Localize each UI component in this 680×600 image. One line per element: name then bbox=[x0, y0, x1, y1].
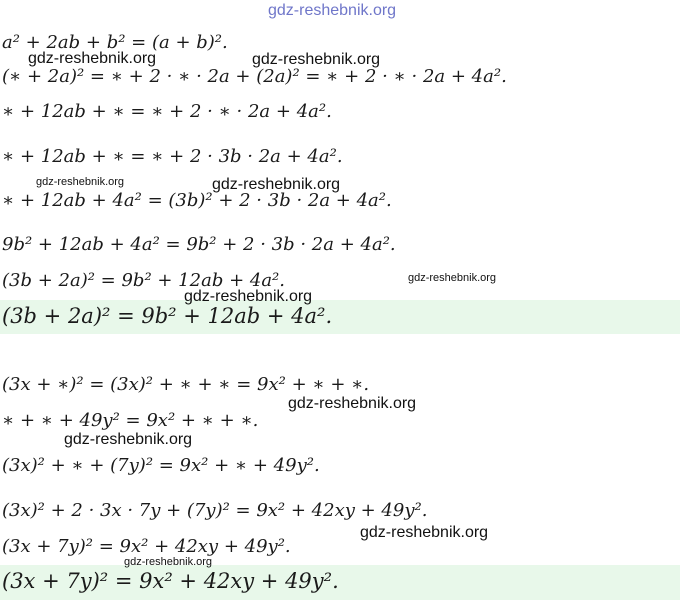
watermark: gdz-reshebnik.org bbox=[288, 395, 417, 412]
answer-line-1: (3b + 2a)² = 9b² + 12ab + 4a². bbox=[2, 304, 333, 328]
watermark: gdz-reshebnik.org bbox=[252, 51, 381, 68]
formula-line-8: (3x + ∗)² = (3x)² + ∗ + ∗ = 9x² + ∗ + ∗. bbox=[2, 374, 370, 395]
formula-line-12: (3x + 7y)² = 9x² + 42xy + 49y². bbox=[2, 536, 291, 557]
formula-line-4: ∗ + 12ab + ∗ = ∗ + 2 · 3b · 2a + 4a². bbox=[2, 146, 343, 167]
formula-line-5: ∗ + 12ab + 4a² = (3b)² + 2 · 3b · 2a + 4a². bbox=[2, 190, 392, 211]
formula-line-9: ∗ + ∗ + 49y² = 9x² + ∗ + ∗. bbox=[2, 410, 259, 431]
formula-line-2: (∗ + 2a)² = ∗ + 2 · ∗ · 2a + (2a)² = ∗ + 2 · ∗ · 2a + 4a². bbox=[2, 66, 507, 87]
formula-line-1: a² + 2ab + b² = (a + b)². bbox=[2, 32, 228, 53]
watermark: gdz-reshebnik.org bbox=[36, 176, 125, 188]
watermark: gdz-reshebnik.org bbox=[184, 288, 313, 305]
watermark: gdz-reshebnik.org bbox=[64, 431, 193, 448]
formula-line-10: (3x)² + ∗ + (7y)² = 9x² + ∗ + 49y². bbox=[2, 455, 320, 476]
watermark: gdz-reshebnik.org bbox=[124, 556, 213, 568]
formula-line-7: (3b + 2a)² = 9b² + 12ab + 4a². bbox=[2, 270, 285, 291]
answer-line-2: (3x + 7y)² = 9x² + 42xy + 49y². bbox=[2, 569, 339, 593]
header-watermark: gdz-reshebnik.org bbox=[268, 2, 397, 19]
formula-line-11: (3x)² + 2 · 3x · 7y + (7y)² = 9x² + 42xy + 49y². bbox=[2, 500, 428, 521]
formula-line-6: 9b² + 12ab + 4a² = 9b² + 2 · 3b · 2a + 4a². bbox=[2, 234, 396, 255]
watermark: gdz-reshebnik.org bbox=[212, 176, 341, 193]
watermark: gdz-reshebnik.org bbox=[28, 50, 157, 67]
watermark: gdz-reshebnik.org bbox=[408, 272, 497, 284]
watermark: gdz-reshebnik.org bbox=[360, 524, 489, 541]
formula-line-3: ∗ + 12ab + ∗ = ∗ + 2 · ∗ · 2a + 4a². bbox=[2, 101, 332, 122]
